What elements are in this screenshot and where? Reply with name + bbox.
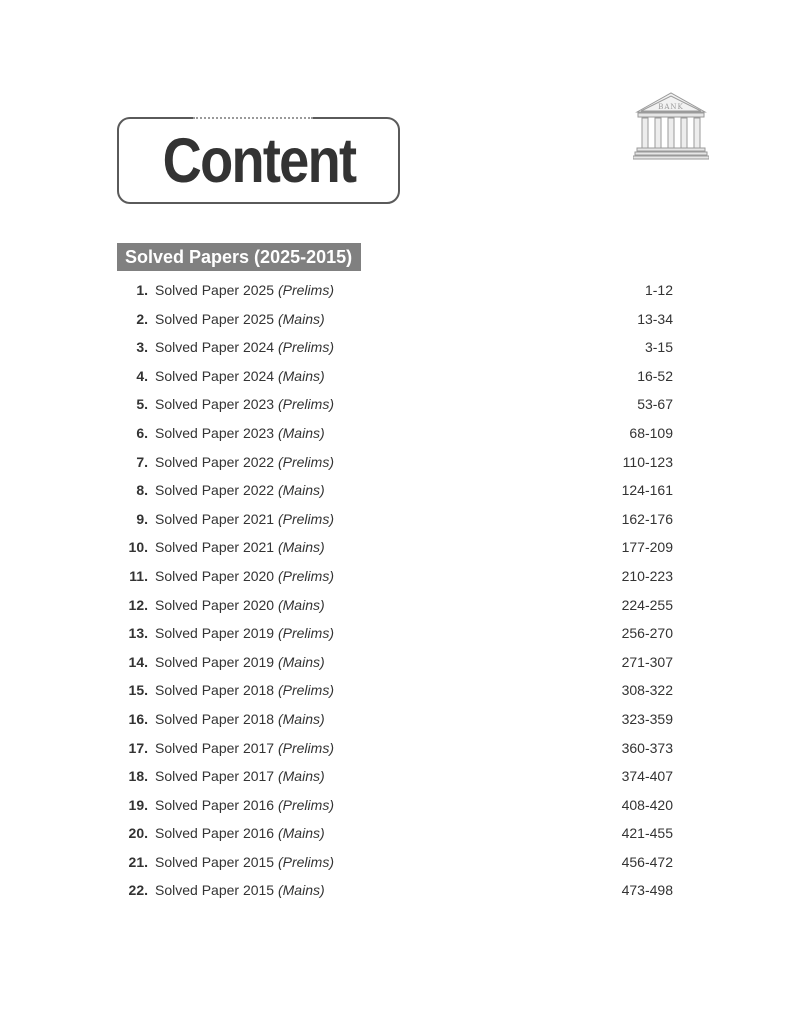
toc-entry-type: (Mains) [277, 367, 325, 384]
toc-entry-title: Solved Paper 2017 (Prelims) [155, 739, 334, 756]
section-header: Solved Papers (2025-2015) [117, 243, 361, 271]
toc-entry-number: 15. [128, 682, 148, 699]
toc-row[interactable] [117, 362, 673, 391]
toc-entry-pages: 16-52 [637, 367, 673, 384]
toc-entry-pages: 3-15 [644, 339, 673, 356]
toc-entry-title: Solved Paper 2023 (Prelims) [155, 396, 334, 413]
toc-row[interactable] [117, 533, 673, 562]
table-of-contents [117, 276, 673, 905]
toc-entry-pages: 177-209 [621, 539, 673, 556]
toc-entry-type: (Mains) [277, 825, 325, 842]
toc-row[interactable] [117, 819, 673, 848]
toc-entry-title: Solved Paper 2021 (Prelims) [155, 510, 334, 527]
toc-row[interactable] [117, 791, 673, 820]
toc-entry-number: 12. [128, 596, 148, 613]
toc-row[interactable] [117, 676, 673, 705]
toc-entry-title: Solved Paper 2019 (Mains) [155, 653, 325, 670]
toc-row[interactable] [117, 762, 673, 791]
toc-row[interactable] [117, 448, 673, 477]
toc-entry-pages: 224-255 [621, 596, 673, 613]
toc-entry-number: 8. [136, 482, 148, 499]
toc-entry-type: (Prelims) [277, 396, 334, 413]
toc-entry-type: (Mains) [277, 539, 325, 556]
toc-entry-title: Solved Paper 2024 (Prelims) [155, 339, 334, 356]
toc-row[interactable] [117, 734, 673, 763]
toc-entry-pages: 421-455 [621, 825, 673, 842]
toc-row[interactable] [117, 419, 673, 448]
toc-entry-title: Solved Paper 2018 (Mains) [155, 710, 325, 727]
toc-entry-title: Solved Paper 2025 (Mains) [155, 310, 325, 327]
title-box-dotted-accent [193, 117, 313, 119]
toc-entry-title: Solved Paper 2020 (Prelims) [155, 567, 334, 584]
toc-entry-type: (Mains) [277, 882, 325, 899]
toc-entry-number: 4. [136, 367, 148, 384]
toc-row[interactable] [117, 390, 673, 419]
toc-entry-type: (Prelims) [277, 282, 334, 298]
toc-entry-type: (Prelims) [277, 853, 334, 870]
toc-entry-number: 11. [129, 567, 148, 584]
toc-entry-pages: 256-270 [621, 625, 673, 642]
toc-entry-title: Solved Paper 2016 (Prelims) [155, 796, 334, 813]
toc-entry-pages: 323-359 [621, 710, 673, 727]
toc-entry-number: 14. [128, 653, 148, 670]
toc-entry-title: Solved Paper 2021 (Mains) [155, 539, 325, 556]
toc-row[interactable] [117, 648, 673, 677]
toc-entry-type: (Prelims) [277, 739, 334, 756]
toc-entry-type: (Mains) [277, 424, 325, 441]
toc-row[interactable] [117, 619, 673, 648]
toc-entry-title: Solved Paper 2022 (Mains) [155, 482, 325, 499]
toc-entry-type: (Prelims) [277, 339, 334, 356]
toc-entry-title: Solved Paper 2019 (Prelims) [155, 625, 334, 642]
toc-row[interactable] [117, 305, 673, 334]
toc-entry-pages: 408-420 [621, 796, 673, 813]
toc-entry-type: (Mains) [277, 710, 325, 727]
toc-entry-title: Solved Paper 2024 (Mains) [155, 367, 325, 384]
toc-entry-pages: 162-176 [621, 510, 673, 527]
toc-entry-title: Solved Paper 2025 (Prelims) [155, 282, 334, 298]
toc-entry-number: 18. [128, 768, 148, 785]
toc-entry-type: (Prelims) [277, 796, 334, 813]
toc-entry-number: 7. [136, 453, 148, 470]
toc-entry-number: 9. [136, 510, 148, 527]
toc-row[interactable] [117, 876, 673, 905]
toc-entry-number: 16. [128, 710, 148, 727]
toc-entry-pages: 456-472 [621, 853, 673, 870]
toc-row[interactable] [117, 848, 673, 877]
toc-entry-title: Solved Paper 2022 (Prelims) [155, 453, 334, 470]
toc-entry-pages: 210-223 [621, 567, 673, 584]
toc-entry-type: (Mains) [277, 653, 325, 670]
toc-entry-title: Solved Paper 2018 (Prelims) [155, 682, 334, 699]
toc-entry-title: Solved Paper 2017 (Mains) [155, 768, 325, 785]
toc-entry-type: (Prelims) [277, 682, 334, 699]
toc-entry-title: Solved Paper 2016 (Mains) [155, 825, 325, 842]
toc-entry-number: 19. [128, 796, 148, 813]
toc-entry-type: (Prelims) [277, 453, 334, 470]
toc-entry-title: Solved Paper 2015 (Prelims) [155, 853, 334, 870]
toc-entry-number: 3. [136, 339, 148, 356]
toc-entry-pages: 110-123 [622, 453, 673, 470]
toc-entry-pages: 1-12 [644, 282, 673, 298]
toc-entry-title: Solved Paper 2020 (Mains) [155, 596, 325, 613]
toc-row[interactable] [117, 333, 673, 362]
toc-row[interactable] [117, 591, 673, 620]
toc-entry-number: 17. [128, 739, 148, 756]
toc-row[interactable] [117, 562, 673, 591]
page-title: Content [162, 126, 355, 196]
toc-entry-pages: 271-307 [621, 653, 673, 670]
toc-entry-type: (Prelims) [277, 510, 334, 527]
toc-entry-number: 1. [136, 282, 148, 298]
toc-entry-pages: 13-34 [637, 310, 673, 327]
toc-entry-title: Solved Paper 2023 (Mains) [155, 424, 325, 441]
toc-entry-number: 22. [128, 882, 148, 899]
toc-row[interactable] [117, 276, 673, 305]
toc-entry-pages: 308-322 [621, 682, 673, 699]
toc-entry-number: 21. [128, 853, 148, 870]
bank-building-icon [633, 90, 709, 160]
toc-row[interactable] [117, 476, 673, 505]
content-title-box [117, 117, 400, 204]
toc-entry-type: (Prelims) [277, 567, 334, 584]
toc-entry-number: 10. [128, 539, 148, 556]
toc-row[interactable] [117, 705, 673, 734]
toc-entry-number: 13. [128, 625, 148, 642]
toc-entry-pages: 124-161 [621, 482, 673, 499]
toc-entry-type: (Mains) [277, 768, 325, 785]
toc-entry-title: Solved Paper 2015 (Mains) [155, 882, 325, 899]
toc-entry-type: (Prelims) [277, 625, 334, 642]
toc-entry-pages: 360-373 [621, 739, 673, 756]
toc-entry-number: 6. [136, 424, 148, 441]
toc-entry-pages: 68-109 [629, 424, 673, 441]
toc-entry-pages: 473-498 [621, 882, 673, 899]
toc-entry-pages: 374-407 [621, 768, 673, 785]
toc-entry-type: (Mains) [277, 310, 325, 327]
toc-entry-type: (Mains) [277, 482, 325, 499]
toc-entry-number: 2. [136, 310, 148, 327]
toc-entry-number: 5. [136, 396, 148, 413]
toc-entry-pages: 53-67 [637, 396, 673, 413]
bank-logo-label: BANK [658, 103, 684, 111]
toc-entry-type: (Mains) [277, 596, 325, 613]
toc-row[interactable] [117, 505, 673, 534]
toc-entry-number: 20. [128, 825, 148, 842]
